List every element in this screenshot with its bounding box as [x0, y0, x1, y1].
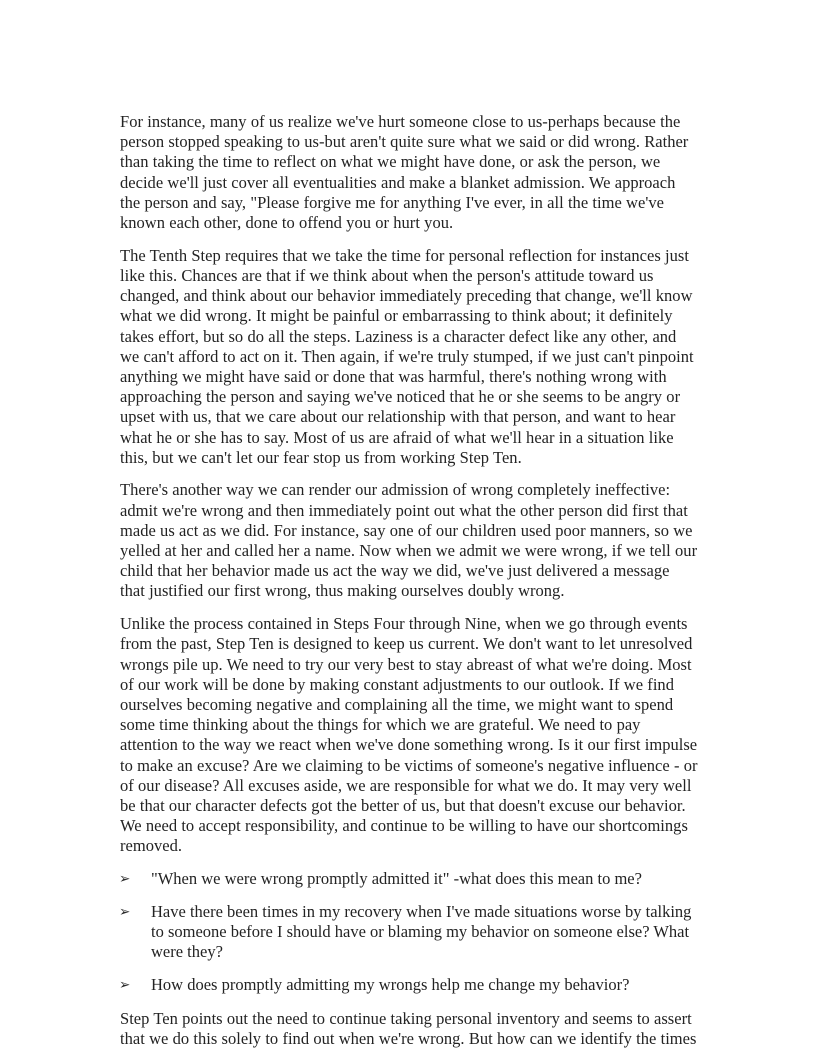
list-item-text: Have there been times in my recovery when I've made situations worse by talking to someone before I should have or blaming my behavior on someone else? What were they? [151, 901, 692, 962]
body-paragraph: The Tenth Step requires that we take the time for personal reflection for instances just like this. Chances are that if we think about when the person's attitude toward us changed, and think about our behavior immediately preceding that change, we'll know what we did wrong. It might be painful or embarrassing to think about; it definitely takes effort, but so do all the steps. Laziness is a character defect like any other, and we can't afford to act on it. Then again, if we're truly stumped, if we just can't pinpoint anything we might have said or done that was harmful, there's nothing wrong with approaching the person and saying we've noticed that he or she seems to be angry or upset with us, that we care about our relationship with that person, and want to hear what he or she has to say. Most of us are afraid of what we'll hear in a situation like this, but we can't let our fear stop us from working Step Ten. [120, 245, 694, 467]
arrow-bullet-icon: ➢ [119, 976, 131, 993]
body-paragraph: Unlike the process contained in Steps Four through Nine, when we go through events from the past, Step Ten is designed to keep us current. We don't want to let unresolved wrongs pile up. We need to try our very best to stay abreast of what we're doing. Most of our work will be done by making constant adjustments to our outlook. If we find ourselves becoming negative and complaining all the time, we might want to spend some time thinking about the things for which we are grateful. We need to pay attention to the way we react when we've done something wrong. Is it our first impulse to make an excuse? Are we claiming to be victims of someone's negative influence - or of our disease? All excuses aside, we are responsible for what we do. It may very well be that our character defects got the better of us, but that doesn't excuse our behavior. We need to accept responsibility, and continue to be willing to have our shortcomings removed. [120, 614, 698, 856]
list-item-text: How does promptly admitting my wrongs help me change my behavior? [151, 974, 630, 994]
list-item [120, 902, 698, 963]
arrow-bullet-icon: ➢ [119, 871, 131, 888]
body-paragraph: There's another way we can render our admission of wrong completely ineffective: admit we're wrong and then immediately point out what the other person did first that made us act as we did. For instance, say one of our children used poor manners, so we yelled at her and called her a name. Now when we admit we were wrong, if we tell our child that her behavior made us act the way we did, we've just delivered a message that justified our first wrong, thus making ourselves doubly wrong. [120, 480, 698, 601]
body-paragraph: Step Ten points out the need to continue taking personal inventory and seems to assert that we do this solely to find out when we're wrong. But how can we identify the times [120, 1008, 697, 1048]
body-paragraph: For instance, many of us realize we've hurt someone close to us-perhaps because the person stopped speaking to us-but aren't quite sure what we said or did wrong. Rather than taking the time to reflect on what we might have done, or ask the person, we decide we'll just cover all eventualities and make a blanket admission. We approach the person and say, "Please forgive me for anything I've ever, in all the time we've known each other, done to offend you or hurt you. [120, 112, 689, 233]
list-item [120, 975, 698, 995]
page-content [120, 112, 698, 1049]
list-item-text: "When we were wrong promptly admitted it" -what does this mean to me? [151, 869, 642, 889]
reflection-questions-list [120, 869, 698, 995]
list-item [120, 869, 698, 889]
arrow-bullet-icon: ➢ [119, 903, 131, 920]
